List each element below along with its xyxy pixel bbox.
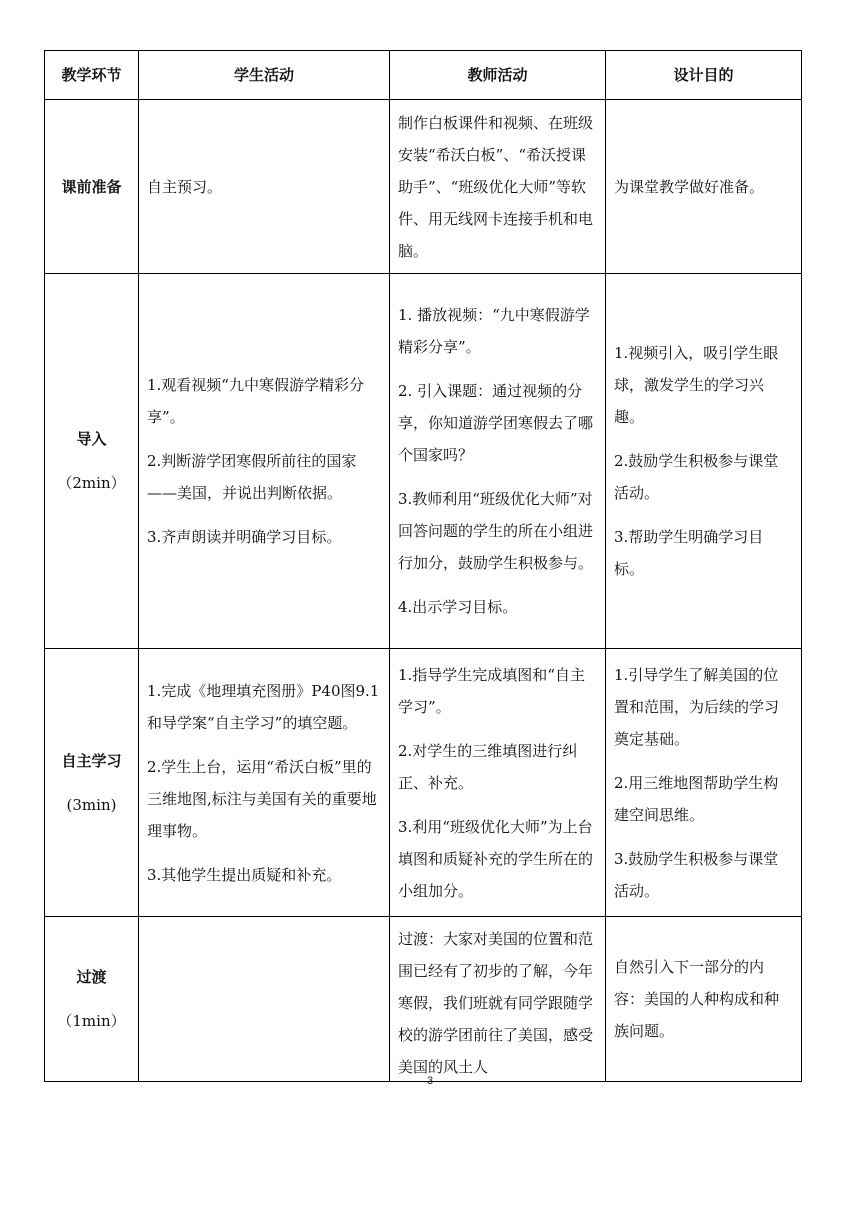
teacher-activity-item: 3.教师利用“班级优化大师”对回答问题的学生的所在小组进行加分，鼓励学生积极参与。 [398,490,594,572]
design-purpose-item: 为课堂教学做好准备。 [614,177,765,196]
header-design-purpose: 设计目的 [606,51,802,100]
student-activity-cell [139,649,390,917]
design-purpose-cell [606,274,802,649]
design-purpose-item: 3.帮助学生明确学习目标。 [614,528,764,578]
student-activity-item: 3.其他学生提出质疑和补充。 [147,865,342,884]
table-row-introduction [45,274,802,649]
design-purpose-item: 1.引导学生了解美国的位置和范围，为后续的学习奠定基础。 [614,665,780,748]
teacher-activity-item: 3.利用“班级优化大师”为上台填图和质疑补充的学生所在的小组加分。 [398,817,594,900]
student-activity-cell [139,100,390,274]
teacher-activity-item: 2. 引入课题：通过视频的分享，你知道游学团寒假去了哪个国家吗？ [398,382,594,464]
student-activity-cell [139,917,390,1082]
table-row-preparation [45,100,802,274]
teacher-activity-cell [390,100,606,274]
table-row-self-study [45,649,802,917]
stage-duration: （2min） [57,474,126,492]
header-row [45,51,802,100]
page-number: 3 [426,1075,434,1087]
student-activity-item: 1.观看视频“九中寒假游学精彩分享”。 [147,376,364,426]
teacher-activity-cell [390,649,606,917]
table-row-transition [45,917,802,1082]
stage-name: 过渡 [76,968,107,986]
design-purpose-cell [606,649,802,917]
design-purpose-item: 自然引入下一部分的内容：美国的人种构成和种族问题。 [614,958,780,1040]
stage-duration: (3min) [66,795,117,814]
student-activity-item: 3.齐声朗读并明确学习目标。 [147,528,342,546]
student-activity-item: 2.判断游学团寒假所前往的国家——美国，并说出判断依据。 [147,452,357,502]
student-activity-cell [139,274,390,649]
design-purpose-item: 3.鼓励学生积极参与课堂活动。 [614,849,779,900]
teacher-activity-item: 1.指导学生完成填图和“自主学习”。 [398,665,585,716]
stage-name: 课前准备 [61,177,122,196]
student-activity-item: 自主预习。 [147,177,223,196]
header-student-activity: 学生活动 [139,51,390,100]
student-activity-item: 2.学生上台，运用“希沃白板”里的三维地图,标注与美国有关的重要地理事物。 [147,757,377,840]
design-purpose-item: 2.鼓励学生积极参与课堂活动。 [614,452,779,502]
stage-name: 导入 [76,430,107,448]
lesson-plan-table [44,50,802,1082]
teacher-activity-item: 制作白板课件和视频、在班级安装“希沃白板”、“希沃授课助手”、“班级优化大师”等软件、用无线网卡连接手机和电脑。 [398,113,594,260]
teacher-activity-item: 1. 播放视频：“九中寒假游学精彩分享”。 [398,306,590,356]
stage-duration: （1min） [57,1012,126,1030]
stage-cell [45,274,139,649]
design-purpose-cell [606,100,802,274]
header-stage: 教学环节 [45,51,139,100]
stage-cell [45,100,139,274]
stage-cell [45,917,139,1082]
teacher-activity-cell [390,274,606,649]
teacher-activity-item: 过渡：大家对美国的位置和范围已经有了初步的了解，今年寒假，我们班就有同学跟随学校的游学团前往了美国，感受美国的风土人 [398,930,594,1076]
stage-cell [45,649,139,917]
design-purpose-item: 2.用三维地图帮助学生构建空间思维。 [614,773,779,824]
teacher-activity-cell [390,917,606,1082]
header-teacher-activity: 教师活动 [390,51,606,100]
design-purpose-item: 1.视频引入，吸引学生眼球，激发学生的学习兴趣。 [614,344,779,426]
design-purpose-cell [606,917,802,1082]
stage-name: 自主学习 [61,751,122,770]
teacher-activity-item: 4.出示学习目标。 [398,598,518,616]
student-activity-item: 1.完成《地理填充图册》P40图9.1和导学案“自主学习”的填空题。 [147,681,380,732]
teacher-activity-item: 2.对学生的三维填图进行纠正、补充。 [398,741,578,792]
